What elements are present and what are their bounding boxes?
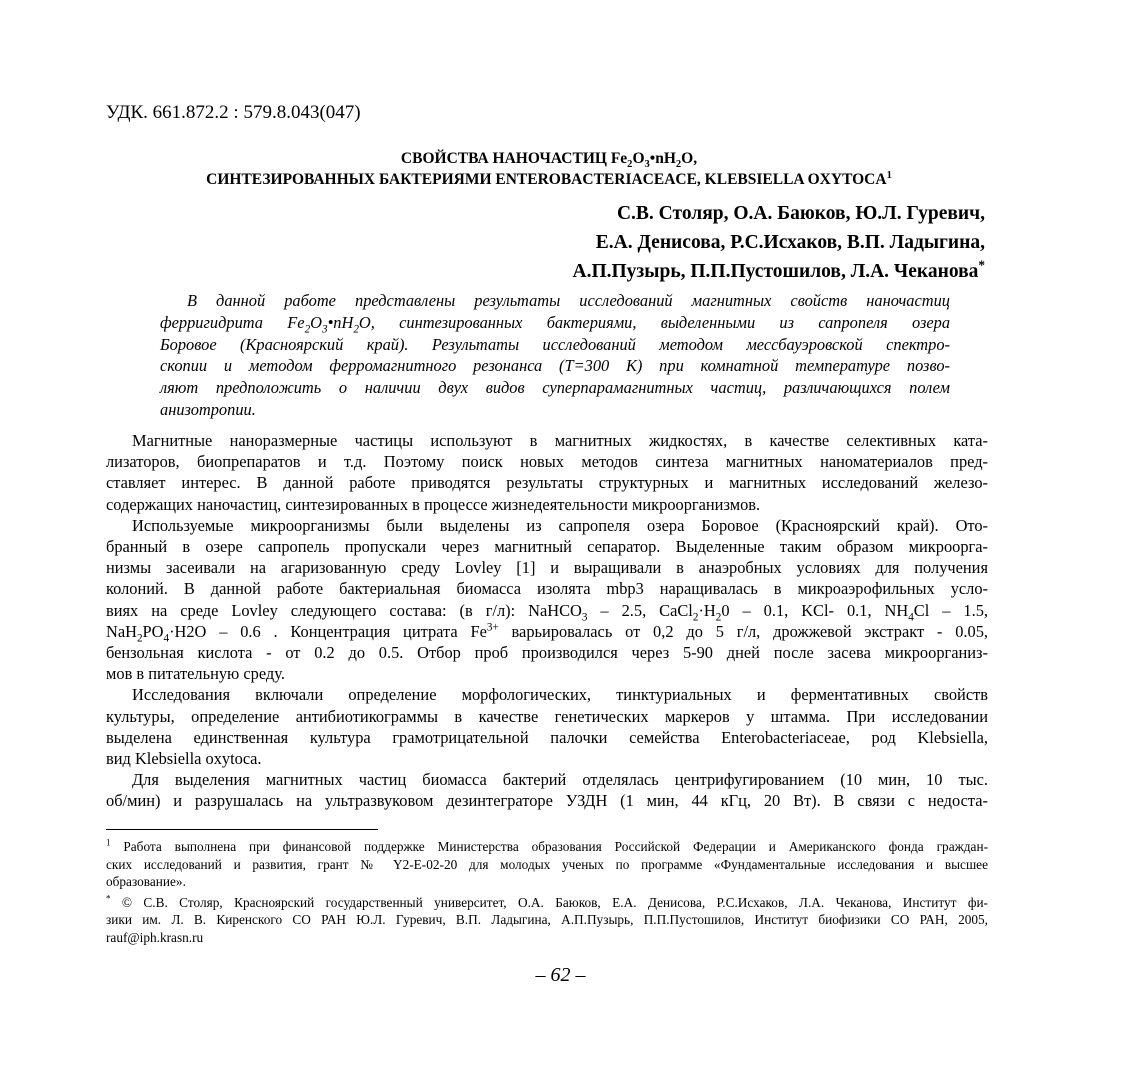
authors-footnote-mark: * xyxy=(978,257,985,273)
udc-code: УДК. 661.872.2 : 579.8.043(047) xyxy=(106,102,361,123)
text-line: Магнитные наноразмерные частицы используют в магнитных жидкостях, в качестве селективных ката- xyxy=(132,431,988,450)
footnote-line: * © С.В. Столяр, Красноярский государственный университет, О.А. Баюков, Е.А. Денисова, Р.С.Исхаков, Л.А. Чеканова, Институт фи- xyxy=(106,893,988,910)
abstract-line: скопии и методом ферромагнитного резонанса (T=300 К) при комнатной температуре позво- xyxy=(160,356,950,376)
text-line: Исследования включали определение морфологических, тинктуриальных и ферментативных свойств xyxy=(132,685,988,705)
footnotes xyxy=(106,838,988,946)
text-line: содержащих наночастиц, синтезированных в процессе жизнедеятельности микроорганизмов. xyxy=(106,494,761,514)
footnote-2 xyxy=(106,894,988,947)
text-line: низмы засеивали на агаризованную среду Lovley [1] и выращивали в анаэробных условиях для получения xyxy=(106,558,988,578)
text-line: ставляет интерес. В данной работе приводятся результаты структурных и магнитных исследований железо- xyxy=(106,473,988,493)
body-text xyxy=(106,430,988,812)
paper-title xyxy=(106,148,992,190)
abstract-line: анизотропии. xyxy=(160,399,256,419)
text-line: $NaH_2PO_4\cdot H2O - 0.6$ . Концентрация цитрата $Fe^{3+}$ варьировалась от 0,2 до 5 г/л, дрожжевой экстракт - 0.05, xyxy=(106,621,988,645)
author-list xyxy=(573,199,986,286)
text-line: культуры, определение антибиотикограммы в качестве генетических маркеров у штамма. При исследовании xyxy=(106,706,988,726)
footnote-line: образование». xyxy=(106,874,186,889)
text-line: мов в питательную среду. xyxy=(106,664,285,684)
text-line: колоний. В данной работе бактериальная биомасса изолята mbp3 наращивалась в микроаэрофильных усло- xyxy=(106,579,988,599)
footnote-email: rauf@iph.krasn.ru xyxy=(106,929,204,945)
abstract-line: ферригидрита $Fe_2O_3•nH_2O$, синтезированных бактериями, выделенными из сапропеля озера xyxy=(160,312,951,336)
paragraph-1 xyxy=(106,430,988,515)
paragraph-3 xyxy=(106,684,988,769)
abstract-line: ляют предположить о наличии двух видов суперпарамагнитных частиц, различающихся полем xyxy=(160,378,950,398)
abstract-line: Боровое (Красноярский край). Результаты исследований методом мессбауэровской спектро- xyxy=(160,334,950,354)
title-line-2: СИНТЕЗИРОВАННЫХ БАКТЕРИЯМИ ENTEROBACTERIACEACE, KLEBSIELLA OXYTOCA$^1$ xyxy=(206,169,892,188)
title-footnote-mark: 1 xyxy=(886,169,892,181)
text-line: об/мин) и разрушалась на ультразвуковом дезинтеграторе УЗДН (1 мин, 44 кГц, 20 Вт). В связи с недоста- xyxy=(106,791,988,811)
page-number: – 62 – xyxy=(535,964,586,986)
authors-line-3: А.П.Пузырь, П.П.Пустошилов, Л.А. Чеканова* xyxy=(572,257,985,282)
title-line-1: СВОЙСТВА НАНОЧАСТИЦ $Fe_2O_3•nH_2O$, xyxy=(400,150,698,171)
footnote-separator xyxy=(106,829,378,830)
text-line: бранный в озере сапропель пропускали через магнитный сепаратор. Выделенные таким образом микроорга- xyxy=(106,537,988,557)
footnote-1 xyxy=(106,838,988,891)
text-line: лизаторов, биопрепаратов и т.д. Поэтому поиск новых методов синтеза магнитных наноматериалов пред- xyxy=(106,452,988,472)
footnote-line: ских исследований и развития, грант № Y2-E-02-20 для молодых ученых по программе «Фундаментальные исследования и высшее xyxy=(106,856,988,872)
authors-line-1: С.В. Столяр, О.А. Баюков, Ю.Л. Гуревич, xyxy=(616,203,985,224)
text-line: выделена единственная культура грамотрицательной палочки семейства Enterobacteriaceae, род Klebsiella, xyxy=(106,727,988,747)
abstract-line: В данной работе представлены результаты исследований магнитных свойств наночастиц xyxy=(187,291,950,310)
text-line: Для выделения магнитных частиц биомасса бактерий отделялась центрифугированием (10 мин, 10 тыс. xyxy=(132,770,988,790)
footnote-line: $^1$ Работа выполнена при финансовой поддержке Министерства образования Российской Федерации и Американского фонда граждан- xyxy=(106,837,988,854)
text-line: Используемые микроорганизмы были выделены из сапропеля озера Боровое (Красноярский край). Ото- xyxy=(132,515,988,535)
paragraph-2 xyxy=(106,515,988,685)
footnote-line: зики им. Л. В. Киренского СО РАН Ю.Л. Гуревич, В.П. Ладыгина, А.П.Пузырь, П.П.Пустошилов, Институт биофизики СО РАН, 2005, xyxy=(106,912,988,927)
authors-line-2: Е.А. Денисова, Р.С.Исхаков, В.П. Ладыгина, xyxy=(595,232,985,253)
abstract xyxy=(160,290,950,421)
paragraph-4 xyxy=(106,769,988,811)
text-line: виях на среде Lovley следующего состава: (в г/л): NaHCO$_3$ – 2.5, $CaCl_2\cdot H_20 - 0.1$, KCl- 0.1, $NH_4Cl - 1.5$, xyxy=(106,600,988,623)
text-line: вид Klebsiella oxytoca. xyxy=(106,749,262,769)
text-line: бензольная кислота - от 0.2 до 0.5. Отбор проб производился через 5-90 дней после засева микроорганиз- xyxy=(106,643,988,663)
